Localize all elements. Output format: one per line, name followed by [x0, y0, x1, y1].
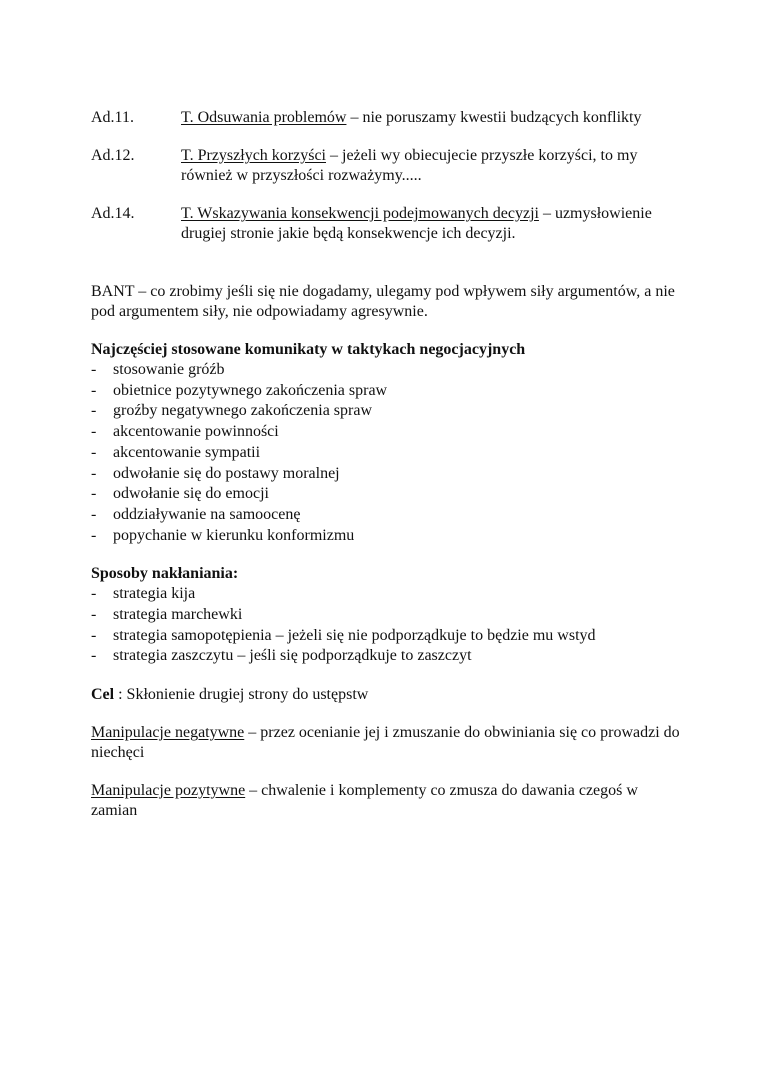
ad-item-12	[91, 146, 681, 186]
list-item	[91, 422, 681, 443]
komunikaty-list	[91, 360, 681, 546]
dash-bullet: -	[91, 585, 97, 603]
ad-item-14	[91, 204, 681, 244]
list-item-text: akcentowanie powinności	[113, 423, 279, 441]
list-item-text: odwołanie się do emocji	[113, 485, 269, 503]
list-item	[91, 484, 681, 505]
manipulacje-negatywne-text: – przez ocenianie jej i zmuszanie do obwiniania się co prowadzi do niechęci	[91, 724, 680, 762]
cel-paragraph	[91, 685, 681, 705]
list-item-text: strategia samopotępienia – jeżeli się nie podporządkuje to będzie mu wstyd	[113, 626, 596, 644]
list-item-text: akcentowanie sympatii	[113, 443, 261, 461]
dash-bullet: -	[91, 464, 97, 482]
list-item-text: oddziaływanie na samoocenę	[113, 505, 301, 523]
ad-body	[181, 204, 681, 244]
tactic-term: T. Wskazywania konsekwencji podejmowanych decyzji	[181, 205, 539, 222]
dash-bullet: -	[91, 647, 97, 665]
list-item	[91, 526, 681, 547]
ad-label: Ad.11.	[91, 109, 134, 126]
ad-item-11	[91, 108, 681, 128]
cel-text: : Skłonienie drugiej strony do ustępstw	[114, 686, 369, 704]
list-item-text: groźby negatywnego zakończenia spraw	[113, 402, 372, 420]
dash-bullet: -	[91, 626, 97, 644]
manipulacje-pozytywne-paragraph	[91, 781, 681, 821]
list-item-text: strategia marchewki	[113, 606, 243, 624]
document-page	[91, 108, 681, 821]
naklanianie-heading: Sposoby nakłaniania:	[91, 565, 239, 583]
list-item	[91, 443, 681, 464]
naklanianie-list	[91, 584, 681, 667]
dash-bullet: -	[91, 381, 97, 399]
list-item	[91, 605, 681, 626]
ad-body	[181, 108, 681, 128]
list-item-text: strategia kija	[113, 585, 196, 603]
dash-bullet: -	[91, 361, 97, 378]
tactic-term: T. Odsuwania problemów	[181, 109, 347, 126]
tactic-description: – jeżeli wy obiecujecie przyszłe korzyści, to my również w przyszłości rozważymy.....	[181, 147, 638, 184]
tactic-term: T. Przyszłych korzyści	[181, 147, 326, 164]
tactic-description: – uzmysłowienie drugiej stronie jakie będą konsekwencje ich decyzji.	[181, 205, 652, 242]
dash-bullet: -	[91, 443, 97, 461]
ad-label: Ad.14.	[91, 205, 135, 222]
list-item-text: obietnice pozytywnego zakończenia spraw	[113, 381, 388, 399]
bant-paragraph: BANT – co zrobimy jeśli się nie dogadamy, ulegamy pod wpływem siły argumentów, a nie pod argumentem siły, nie odpowiadamy agresywnie.	[91, 283, 675, 320]
list-item	[91, 626, 681, 647]
manipulacje-pozytywne-text: – chwalenie i komplementy co zmusza do dawania czegoś w zamian	[91, 782, 638, 820]
list-item	[91, 646, 681, 667]
list-item	[91, 584, 681, 605]
dash-bullet: -	[91, 505, 97, 523]
manipulacje-negatywne-paragraph	[91, 723, 681, 763]
ad-label: Ad.12.	[91, 147, 135, 164]
manipulacje-negatywne-term: Manipulacje negatywne	[91, 724, 245, 742]
dash-bullet: -	[91, 526, 97, 544]
list-item-text: stosowanie gróźb	[113, 361, 225, 378]
list-item-text: odwołanie się do postawy moralnej	[113, 464, 340, 482]
list-item-text: strategia zaszczytu – jeśli się podporządkuje to zaszczyt	[113, 647, 472, 665]
list-item	[91, 401, 681, 422]
ad-body	[181, 146, 681, 186]
dash-bullet: -	[91, 606, 97, 624]
list-item	[91, 381, 681, 402]
komunikaty-heading: Najczęściej stosowane komunikaty w taktykach negocjacyjnych	[91, 341, 526, 358]
dash-bullet: -	[91, 423, 97, 441]
manipulacje-pozytywne-term: Manipulacje pozytywne	[91, 782, 246, 800]
tactic-description: – nie poruszamy kwestii budzących konflikty	[346, 109, 642, 126]
list-item	[91, 464, 681, 485]
list-item	[91, 505, 681, 526]
dash-bullet: -	[91, 402, 97, 420]
list-item-text: popychanie w kierunku konformizmu	[113, 526, 355, 544]
cel-label: Cel	[91, 686, 115, 704]
dash-bullet: -	[91, 485, 97, 503]
list-item	[91, 360, 681, 381]
